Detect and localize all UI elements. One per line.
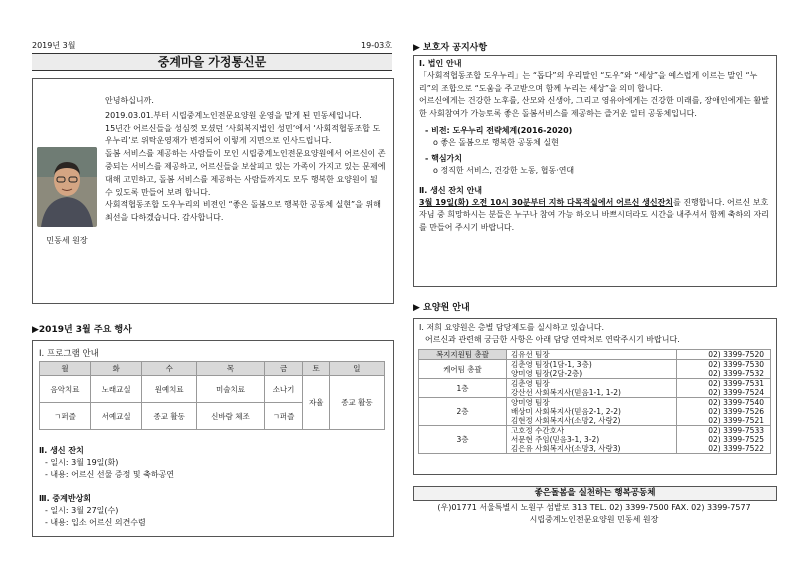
staff-name: 양미영 팀장: [511, 398, 550, 407]
program-cell: 원예치료: [142, 376, 197, 403]
program-table: [39, 361, 385, 430]
program-cell: ㄱ퍼즐: [40, 403, 91, 430]
staff-phone: 02) 3399-7530: [708, 360, 764, 369]
birthday-title: Ⅱ. 생신 잔치: [39, 446, 84, 455]
address-line: (우)01771 서울특별시 노원구 섬밭로 313 TEL. 02) 3399-7500 FAX. 02) 3399-7577: [437, 503, 751, 512]
day-header: 수: [142, 362, 197, 376]
values-item: o 정직한 서비스, 건강한 노동, 협동·연대: [433, 166, 575, 176]
dept-cell: 케어팀 총괄: [419, 360, 507, 379]
program-cell: 미술치료: [197, 376, 264, 403]
birthday-notice-emphasis: 3월 19일(화) 오전 10시 30분부터 지하 다목적실에서 어르신 생신잔치: [419, 198, 674, 208]
birthday-section: [39, 445, 174, 481]
vision-title: - 비전: 도우누리 전략체계(2016-2020): [425, 126, 573, 136]
corp-info-title: Ⅰ. 법인 안내: [419, 59, 462, 68]
staff-phone: 02) 3399-7525: [708, 435, 764, 444]
staff-phone: 02) 3399-7533: [708, 426, 764, 435]
staff-name: 강산선 사회복지사(믿음1-1, 1-2): [511, 388, 621, 397]
staff-phone: 02) 3399-7532: [708, 369, 764, 378]
birthday-content: - 내용: 어르신 선물 증정 및 축하공연: [45, 470, 175, 479]
signature-line: 시립중계노인전문요양원 민동세 원장: [529, 515, 659, 524]
letter-paragraph: 15년간 어르신들을 성심껏 모셨던 ‘사회복지법인 성민’에서 ‘사회적협동조합 도우누리’로 위탁운영재가 변경되어 이렇게 지면으로 인사드립니다.: [105, 123, 381, 146]
program-cell: 종교 활동: [142, 403, 197, 430]
dept-cell: 3층: [419, 426, 507, 454]
birthday-notice-body: 를 진행합니다. 어르신 보호자님 중 희망하시는 분들은 누구나 참여 가능 하오니 바쁘시더라도 시간을 내주셔서 함께 축하의 자리를 만들어 주시기 바랍니다.: [419, 198, 769, 232]
day-header: 화: [91, 362, 142, 376]
staff-intro: 어르신과 관련해 궁금한 사항은 아래 담당 연락처로 연락주시기 바랍니다.: [425, 335, 680, 344]
program-cell: 서예교실: [91, 403, 142, 430]
corp-info-text: 「사회적협동조합 도우누리」는 “돕다”의 우리말인 “도우”와 “세상”을 예스럽게 이르는 말인 “누리”의 조합으로 “도움을 주고받으며 함께 누리는 세상”을 의미 합니다.: [419, 71, 758, 93]
contact-footer: [413, 502, 775, 526]
slogan-banner: 좋은돌봄을 실천하는 행복공동체: [413, 486, 777, 501]
program-title: Ⅰ. 프로그램 안내: [39, 349, 99, 359]
day-header: 목: [197, 362, 264, 376]
program-cell: 신바람 체조: [197, 403, 264, 430]
program-cell: 종교 활동: [329, 376, 384, 430]
staff-box: [413, 318, 777, 475]
letter-paragraph: 2019.03.01.부터 시립중계노인전문요양원 운영을 맡게 된 민동세입니다.: [105, 110, 362, 120]
staff-name: 김유선 팀장: [507, 350, 677, 360]
birthday-notice-text: [419, 197, 771, 234]
staff-name: 김춘영 팀장(1담-1, 3층): [511, 360, 592, 369]
day-header: 월: [40, 362, 91, 376]
program-cell: 음악치료: [40, 376, 91, 403]
program-cell: 자율: [303, 376, 329, 430]
day-header: 토: [303, 362, 329, 376]
staff-name: 양미영 팀장(2담-2층): [511, 369, 583, 378]
events-box: [32, 340, 394, 537]
contact-table: [418, 349, 771, 454]
staff-name: 김현정 사회복지사(소망2, 사랑2): [511, 416, 621, 425]
issue-number: 19-03호: [361, 41, 392, 50]
staff-phone: 02) 3399-7520: [677, 350, 771, 360]
staff-name: 고호정 수간호사: [511, 426, 565, 435]
day-header: 일: [329, 362, 384, 376]
director-photo: [37, 147, 97, 227]
events-heading: ▶2019년 3월 주요 행사: [32, 325, 132, 335]
letter-body: [105, 95, 387, 225]
staff-intro: Ⅰ. 저희 요양원은 층별 담당제도를 실시하고 있습니다.: [419, 323, 604, 332]
staff-phone: 02) 3399-7540: [708, 398, 764, 407]
staff-phone: 02) 3399-7521: [708, 416, 764, 425]
staff-phone: 02) 3399-7531: [708, 379, 764, 388]
program-cell: 노래교실: [91, 376, 142, 403]
letter-paragraph: 사회적협동조합 도우누리의 비전인 “좋은 돌봄으로 행복한 공동체 실현”을 위해 최선을 다하겠습니다. 감사합니다.: [105, 200, 381, 223]
staff-name: 배상미 사회복지사(믿음2-1, 2-2): [511, 407, 621, 416]
values-title: - 핵심가치: [425, 153, 463, 163]
staff-heading: ▶ 요양원 안내: [413, 303, 470, 313]
photo-caption: 민동세 원장: [46, 236, 88, 245]
staff-phone: 02) 3399-7522: [708, 444, 764, 453]
staff-phone: 02) 3399-7526: [708, 407, 764, 416]
staff-name: 김은유 사회복지사(소망3, 사랑3): [511, 444, 621, 453]
dept-cell: 1층: [419, 379, 507, 398]
issue-date: 2019년 3월: [32, 41, 76, 50]
letter-paragraph: 돌봄 서비스를 제공하는 사람들이 모인 시립중계노인전문요양원에서 어르신이 존중되는 서비스를 제공하고, 어르신들을 보살피고 있는 가족이 가지고 있는 문제에 대해 고민하고, 돌봄 서비스를 제공하는 사람들까지도 모두 행복한 요양원이 될 수 있도록 만들어 보려 합니다.: [105, 149, 386, 197]
meeting-section: [39, 493, 146, 529]
page-title: 중계마을 가정통신문: [32, 53, 392, 71]
vision-item: o 좋은 돌봄으로 행복한 공동체 실현: [433, 138, 559, 148]
newsletter-header: [32, 40, 392, 51]
staff-name: 김춘영 팀장: [511, 379, 550, 388]
staff-phone: 02) 3399-7524: [708, 388, 764, 397]
dept-cell: 2층: [419, 398, 507, 426]
corp-info-text: 어르신에게는 건강한 노후를, 산모와 신생아, 그리고 영유아에게는 건강한 미래를, 장애인에게는 활발한 사회참여가 가능토록 좋은 돌봄서비스를 제공하는 즐거운 일터 공동체입니다.: [419, 96, 769, 118]
notice-box: [413, 55, 777, 287]
meeting-content: - 내용: 입소 어르신 의견수렴: [45, 518, 146, 527]
birthday-notice-title: Ⅱ. 생신 잔치 안내: [419, 185, 483, 195]
program-cell: ㄱ퍼즐: [264, 403, 303, 430]
meeting-date: - 일시: 3월 27일(수): [45, 506, 119, 515]
dept-cell: 복지지원팀 총괄: [419, 350, 507, 360]
day-header: 금: [264, 362, 303, 376]
meeting-title: Ⅲ. 중계반상회: [39, 494, 92, 503]
notice-heading: ▶ 보호자 공지사항: [413, 43, 488, 53]
program-cell: 소나기: [264, 376, 303, 403]
staff-name: 서문현 주임(믿음3-1, 3-2): [511, 435, 600, 444]
birthday-date: - 일시: 3월 19일(화): [45, 458, 119, 467]
director-letter: [32, 78, 394, 304]
letter-greeting: 안녕하십니까.: [105, 96, 154, 105]
